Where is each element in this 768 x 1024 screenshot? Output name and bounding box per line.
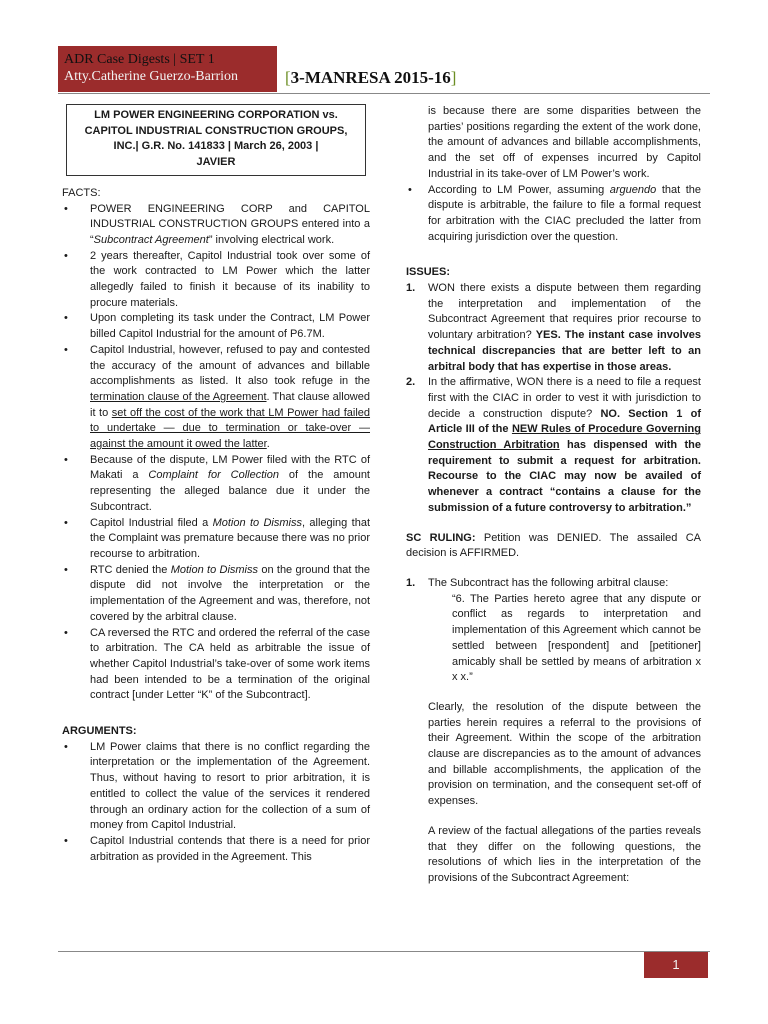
header-session [285,68,456,88]
list-item: 2. In the affirmative, WON there is a need to file a request first with the CIAC in order to vest it with jurisdiction to decide a construction dispute? NO. Section 1 of Article III of the NEW Rules of Procedure Governing Construction Arbitration has dispensed with the requirement to submit a request for arbitration. Recourse to the CIAC may now be availed of whenever a contract “contains a clause for the submission of a future controversy to arbitration.” [406,376,702,514]
list-item: • CA reversed the RTC and ordered the referral of the case to arbitration. The CA held as arbitrable the issue of whether Capitol Industrial’s take-over of some work items had been intended to be a termination of the original contract [under Letter “K” of the Subcontract]. [62,626,370,705]
bracket-close: ] [450,68,457,87]
arguments-list-continued [406,183,701,246]
case-digester: JAVIER [196,156,236,169]
facts-list [62,202,370,705]
ruling-paragraph-1: Clearly, the resolution of the dispute between the parties herein requires a referral to the provisions of their Agreement. Within the scope of the arbitration clause are discrepancies as to the amount of advances and billable accomplishments, the application of the provision on termination, and the consequent set-off of expenses. [428,700,701,808]
right-column [406,104,701,887]
arbitral-clause-quote: “6. The Parties hereto agree that any dispute or conflict as regards to interpretation and implementation of this Agreement which cannot be settled between [respondent] and [petitioner] amicably shall be settled by means of arbitration x x x.” [452,592,701,684]
sc-ruling: SC RULING: Petition was DENIED. The assailed CA decision is AFFIRMED. [406,531,701,560]
header-banner [58,46,277,92]
arguments-heading: ARGUMENTS: [62,725,137,738]
header-professor: Atty.Catherine Guerzo-Barrion [64,69,239,84]
session-label: 3-MANRESA 2015-16 [290,68,451,87]
footer-divider [58,951,710,952]
list-item: • LM Power claims that there is no conflict regarding the interpretation or the implementation of the Agreement. Thus, without having to resort to prior arbitration, it is entitled to collect the value of the services it rendered through an ordinary action for the collection of a sum of money from Capitol Industrial. [62,740,370,834]
case-title-box [66,104,366,176]
header-divider [58,93,710,94]
ruling-list [406,576,701,592]
facts-heading: FACTS: [62,186,101,199]
case-title: LM POWER ENGINEERING CORPORATION vs. CAPITOL INDUSTRIAL CONSTRUCTION GROUPS, INC.| G.R. No. 141833 | March 26, 2003 | [84,109,348,153]
list-item: • POWER ENGINEERING CORP and CAPITOL INDUSTRIAL CONSTRUCTION GROUPS entered into a “Subcontract Agreement” involving electrical work. [62,202,370,249]
page-number: 1 [644,952,708,978]
list-item: 1. WON there exists a dispute between them regarding the interpretation and implementation of the Subcontract Agreement that requires prior recourse to voluntary arbitration? YES. The instant case involves technical discrepancies that are better left to an arbitral body that has expertise in those areas. [406,282,701,373]
left-column [62,104,370,865]
header-course-title: ADR Case Digests | SET 1 [64,52,215,67]
argument-continued: is because there are some disparities between the parties’ positions regarding the extent of the work done, the amount of advances and billable accomplishments, and the set off of expenses incurred by Capitol Industrial in its take-over of LM Power’s work. [428,105,701,180]
list-item: • Capitol Industrial contends that there is a need for prior arbitration as provided in the Agreement. This [62,834,370,865]
list-item: • Because of the dispute, LM Power filed with the RTC of Makati a Complaint for Collection of the amount representing the alleged balance due it under the Subcontract. [62,453,370,516]
list-item: • 2 years thereafter, Capitol Industrial took over some of the work contracted to LM Power which the latter allegedly failed to finish it because of its inability to procure materials. [62,249,370,312]
list-item: • According to LM Power, assuming arguendo that the dispute is arbitrable, the failure to file a formal request for arbitration with the CIAC precluded the latter from acquiring jurisdiction over the question. [406,183,701,246]
ruling-paragraph-2: A review of the factual allegations of the parties reveals that they differ on the following questions, the resolutions of which lies in the interpretation of the provisions of the Subcontract Agreement: [428,824,701,884]
list-item: • Capitol Industrial, however, refused to pay and contested the accuracy of the amount of advances and billable accomplishments as listed. It also took refuge in the termination clause of the Agreement. That clause allowed it to set off the cost of the work that LM Power had failed to undertake — due to termination or take-over — against the amount it owed the latter. [62,343,370,453]
list-item: • Upon completing its task under the Contract, LM Power billed Capitol Industrial for the amount of P6.7M. [62,311,370,342]
issues-heading: ISSUES: [406,266,451,279]
arguments-list [62,740,370,866]
issues-list [406,281,701,517]
list-item: • Capitol Industrial filed a Motion to Dismiss, alleging that the Complaint was premature because there was no prior recourse to arbitration. [62,516,370,563]
list-item: 1. The Subcontract has the following arbitral clause: [406,576,669,589]
bracket-open: [ [285,68,291,87]
list-item: • RTC denied the Motion to Dismiss on the ground that the dispute did not involve the interpretation or the implementation of the Agreement and was, therefore, not covered by the arbitral clause. [62,563,370,626]
